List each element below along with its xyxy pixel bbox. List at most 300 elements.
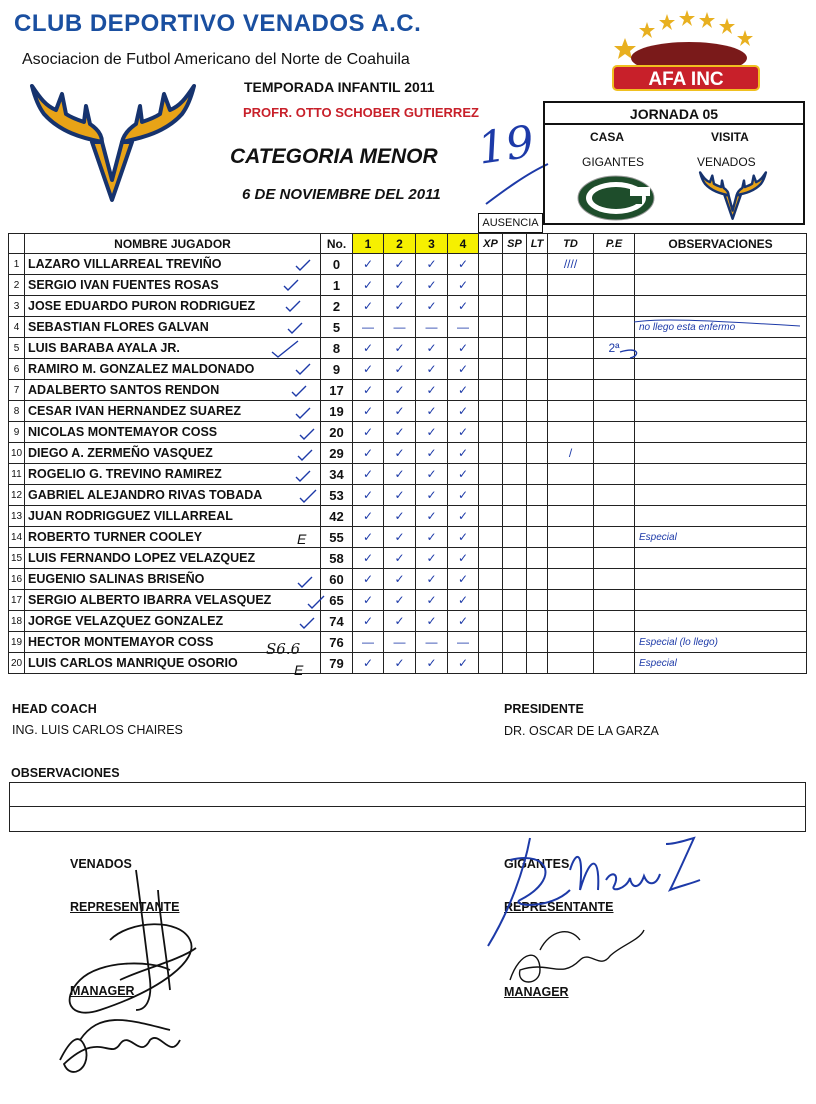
lt-cell bbox=[527, 506, 548, 527]
row-index: 10 bbox=[9, 443, 25, 464]
header-pe: P.E bbox=[594, 234, 635, 254]
table-row bbox=[9, 590, 807, 611]
lt-cell bbox=[527, 632, 548, 653]
sp-cell bbox=[503, 527, 527, 548]
quarter-2-mark: ✓ bbox=[384, 296, 416, 317]
observations-label: OBSERVACIONES bbox=[11, 766, 120, 780]
gigantes-logo bbox=[576, 174, 656, 222]
handwritten-stroke bbox=[482, 160, 552, 210]
header-q4: 4 bbox=[448, 234, 479, 254]
sp-cell bbox=[503, 380, 527, 401]
quarter-4-mark: ✓ bbox=[448, 527, 479, 548]
quarter-3-mark: ✓ bbox=[416, 338, 448, 359]
xp-cell bbox=[479, 632, 503, 653]
quarter-2-mark: ✓ bbox=[384, 443, 416, 464]
quarter-2-mark: ✓ bbox=[384, 506, 416, 527]
sp-cell bbox=[503, 548, 527, 569]
quarter-3-mark: ✓ bbox=[416, 653, 448, 674]
player-name: ADALBERTO SANTOS RENDON bbox=[25, 380, 321, 401]
xp-cell bbox=[479, 443, 503, 464]
lt-cell bbox=[527, 527, 548, 548]
table-row bbox=[9, 254, 807, 275]
jersey-number: 55 bbox=[321, 527, 353, 548]
club-name: CLUB DEPORTIVO VENADOS A.C. bbox=[14, 10, 422, 37]
sp-cell bbox=[503, 485, 527, 506]
sp-cell bbox=[503, 359, 527, 380]
row-index: 15 bbox=[9, 548, 25, 569]
observation-cell bbox=[635, 464, 807, 485]
absence-label: AUSENCIA bbox=[478, 213, 543, 233]
row-index: 20 bbox=[9, 653, 25, 674]
xp-cell bbox=[479, 275, 503, 296]
quarter-3-mark: ✓ bbox=[416, 548, 448, 569]
quarter-4-mark: ✓ bbox=[448, 506, 479, 527]
margin-note-row20: E bbox=[294, 662, 304, 678]
venados-small-logo bbox=[695, 170, 771, 226]
table-row bbox=[9, 527, 807, 548]
lt-cell bbox=[527, 569, 548, 590]
observation-cell: Especial bbox=[635, 653, 807, 674]
jersey-number: 74 bbox=[321, 611, 353, 632]
td-cell: / bbox=[548, 443, 594, 464]
president-label: PRESIDENTE bbox=[504, 702, 584, 716]
xp-cell bbox=[479, 254, 503, 275]
quarter-2-mark: — bbox=[384, 632, 416, 653]
table-row bbox=[9, 422, 807, 443]
table-row bbox=[9, 359, 807, 380]
table-row bbox=[9, 632, 807, 653]
quarter-3-mark: — bbox=[416, 317, 448, 338]
header-observations: OBSERVACIONES bbox=[635, 234, 807, 254]
row-index: 8 bbox=[9, 401, 25, 422]
pe-cell bbox=[594, 590, 635, 611]
header-q1: 1 bbox=[353, 234, 384, 254]
head-coach-label: HEAD COACH bbox=[12, 702, 97, 716]
afa-inc-logo bbox=[603, 8, 773, 92]
quarter-2-mark: ✓ bbox=[384, 548, 416, 569]
margin-note-row14: E bbox=[297, 531, 307, 547]
xp-cell bbox=[479, 422, 503, 443]
quarter-2-mark: ✓ bbox=[384, 611, 416, 632]
lt-cell bbox=[527, 653, 548, 674]
lt-cell bbox=[527, 254, 548, 275]
jersey-number: 34 bbox=[321, 464, 353, 485]
lt-cell bbox=[527, 422, 548, 443]
sp-cell bbox=[503, 569, 527, 590]
header-td: TD bbox=[548, 234, 594, 254]
td-cell bbox=[548, 527, 594, 548]
match-date: 6 DE NOVIEMBRE DEL 2011 bbox=[242, 186, 441, 203]
quarter-2-mark: — bbox=[384, 317, 416, 338]
td-cell bbox=[548, 380, 594, 401]
quarter-3-mark: ✓ bbox=[416, 527, 448, 548]
pe-cell bbox=[594, 653, 635, 674]
td-cell bbox=[548, 611, 594, 632]
quarter-1-mark: ✓ bbox=[353, 443, 384, 464]
observation-cell bbox=[635, 359, 807, 380]
quarter-4-mark: ✓ bbox=[448, 590, 479, 611]
jersey-number: 53 bbox=[321, 485, 353, 506]
quarter-4-mark: ✓ bbox=[448, 275, 479, 296]
roster-table bbox=[8, 233, 807, 674]
observation-cell: no llego esta enfermo bbox=[635, 317, 807, 338]
header-lt: LT bbox=[527, 234, 548, 254]
quarter-3-mark: — bbox=[416, 632, 448, 653]
player-name: HECTOR MONTEMAYOR COSS bbox=[25, 632, 321, 653]
pe-cell bbox=[594, 548, 635, 569]
quarter-1-mark: ✓ bbox=[353, 548, 384, 569]
lt-cell bbox=[527, 590, 548, 611]
venados-signatures bbox=[40, 860, 210, 1096]
player-name: ROBERTO TURNER COOLEY bbox=[25, 527, 321, 548]
pe-cell bbox=[594, 401, 635, 422]
pe-cell bbox=[594, 359, 635, 380]
player-name: RAMIRO M. GONZALEZ MALDONADO bbox=[25, 359, 321, 380]
table-row bbox=[9, 653, 807, 674]
lt-cell bbox=[527, 548, 548, 569]
quarter-2-mark: ✓ bbox=[384, 464, 416, 485]
quarter-3-mark: ✓ bbox=[416, 401, 448, 422]
quarter-1-mark: ✓ bbox=[353, 527, 384, 548]
jersey-number: 60 bbox=[321, 569, 353, 590]
quarter-3-mark: ✓ bbox=[416, 569, 448, 590]
observations-divider bbox=[9, 806, 806, 807]
xp-cell bbox=[479, 380, 503, 401]
quarter-2-mark: ✓ bbox=[384, 338, 416, 359]
jersey-number: 20 bbox=[321, 422, 353, 443]
player-name: DIEGO A. ZERMEÑO VASQUEZ bbox=[25, 443, 321, 464]
td-cell: //// bbox=[548, 254, 594, 275]
head-coach-name: ING. LUIS CARLOS CHAIRES bbox=[12, 723, 183, 737]
pe-cell bbox=[594, 422, 635, 443]
quarter-1-mark: ✓ bbox=[353, 506, 384, 527]
lt-cell bbox=[527, 380, 548, 401]
quarter-3-mark: ✓ bbox=[416, 443, 448, 464]
quarter-2-mark: ✓ bbox=[384, 569, 416, 590]
row-index: 16 bbox=[9, 569, 25, 590]
quarter-4-mark: ✓ bbox=[448, 254, 479, 275]
observation-cell bbox=[635, 296, 807, 317]
quarter-2-mark: ✓ bbox=[384, 380, 416, 401]
quarter-2-mark: ✓ bbox=[384, 422, 416, 443]
sp-cell bbox=[503, 632, 527, 653]
row-index: 1 bbox=[9, 254, 25, 275]
sp-cell bbox=[503, 422, 527, 443]
lt-cell bbox=[527, 611, 548, 632]
quarter-1-mark: ✓ bbox=[353, 611, 384, 632]
quarter-3-mark: ✓ bbox=[416, 359, 448, 380]
xp-cell bbox=[479, 401, 503, 422]
association-name: Asociacion de Futbol Americano del Norte de Coahuila bbox=[22, 51, 410, 68]
row-index: 3 bbox=[9, 296, 25, 317]
table-row bbox=[9, 611, 807, 632]
jersey-number: 8 bbox=[321, 338, 353, 359]
td-cell bbox=[548, 464, 594, 485]
td-cell bbox=[548, 485, 594, 506]
observation-cell: Especial bbox=[635, 527, 807, 548]
right-team-label: GIGANTES bbox=[504, 857, 570, 871]
row-index: 12 bbox=[9, 485, 25, 506]
player-name: JUAN RODRIGGUEZ VILLARREAL bbox=[25, 506, 321, 527]
jersey-number: 17 bbox=[321, 380, 353, 401]
xp-cell bbox=[479, 296, 503, 317]
quarter-4-mark: ✓ bbox=[448, 443, 479, 464]
jersey-number: 65 bbox=[321, 590, 353, 611]
quarter-1-mark: — bbox=[353, 317, 384, 338]
xp-cell bbox=[479, 527, 503, 548]
td-cell bbox=[548, 275, 594, 296]
gigantes-signatures bbox=[480, 830, 720, 1000]
jersey-number: 2 bbox=[321, 296, 353, 317]
lt-cell bbox=[527, 464, 548, 485]
quarter-3-mark: ✓ bbox=[416, 380, 448, 401]
quarter-4-mark: ✓ bbox=[448, 422, 479, 443]
xp-cell bbox=[479, 590, 503, 611]
header-q2: 2 bbox=[384, 234, 416, 254]
table-row bbox=[9, 380, 807, 401]
table-row bbox=[9, 401, 807, 422]
td-cell bbox=[548, 317, 594, 338]
quarter-1-mark: ✓ bbox=[353, 422, 384, 443]
player-name: LUIS CARLOS MANRIQUE OSORIO bbox=[25, 653, 321, 674]
lt-cell bbox=[527, 443, 548, 464]
jersey-number: 0 bbox=[321, 254, 353, 275]
pe-cell bbox=[594, 569, 635, 590]
table-row bbox=[9, 506, 807, 527]
quarter-3-mark: ✓ bbox=[416, 464, 448, 485]
player-name: GABRIEL ALEJANDRO RIVAS TOBADA bbox=[25, 485, 321, 506]
quarter-3-mark: ✓ bbox=[416, 296, 448, 317]
quarter-1-mark: ✓ bbox=[353, 275, 384, 296]
quarter-4-mark: ✓ bbox=[448, 296, 479, 317]
lt-cell bbox=[527, 275, 548, 296]
row-index: 14 bbox=[9, 527, 25, 548]
jersey-number: 58 bbox=[321, 548, 353, 569]
pe-cell bbox=[594, 443, 635, 464]
xp-cell bbox=[479, 653, 503, 674]
table-row bbox=[9, 317, 807, 338]
right-representative-label: REPRESENTANTE bbox=[504, 900, 614, 914]
sp-cell bbox=[503, 317, 527, 338]
player-name: JOSE EDUARDO PURON RODRIGUEZ bbox=[25, 296, 321, 317]
left-manager-label: MANAGER bbox=[70, 984, 135, 998]
quarter-1-mark: ✓ bbox=[353, 464, 384, 485]
category-title: CATEGORIA MENOR bbox=[230, 145, 438, 168]
table-header-row bbox=[9, 234, 807, 254]
sp-cell bbox=[503, 464, 527, 485]
sp-cell bbox=[503, 611, 527, 632]
home-team: GIGANTES bbox=[582, 155, 645, 169]
table-row bbox=[9, 443, 807, 464]
xp-cell bbox=[479, 359, 503, 380]
table-row bbox=[9, 485, 807, 506]
sp-cell bbox=[503, 296, 527, 317]
coach-title: PROFR. OTTO SCHOBER GUTIERREZ bbox=[243, 105, 479, 120]
player-name: JORGE VELAZQUEZ GONZALEZ bbox=[25, 611, 321, 632]
jersey-number: 9 bbox=[321, 359, 353, 380]
observations-box[interactable] bbox=[9, 782, 806, 832]
observation-cell bbox=[635, 569, 807, 590]
xp-cell bbox=[479, 485, 503, 506]
xp-cell bbox=[479, 464, 503, 485]
td-cell bbox=[548, 632, 594, 653]
sp-cell bbox=[503, 254, 527, 275]
away-team: VENADOS bbox=[697, 155, 756, 169]
jersey-number: 1 bbox=[321, 275, 353, 296]
quarter-1-mark: ✓ bbox=[353, 296, 384, 317]
jersey-number: 19 bbox=[321, 401, 353, 422]
left-representative-label: REPRESENTANTE bbox=[70, 900, 180, 914]
quarter-1-mark: ✓ bbox=[353, 590, 384, 611]
quarter-4-mark: ✓ bbox=[448, 338, 479, 359]
row-index: 17 bbox=[9, 590, 25, 611]
player-name: EUGENIO SALINAS BRISEÑO bbox=[25, 569, 321, 590]
quarter-4-mark: ✓ bbox=[448, 569, 479, 590]
quarter-4-mark: ✓ bbox=[448, 464, 479, 485]
quarter-3-mark: ✓ bbox=[416, 506, 448, 527]
quarter-1-mark: ✓ bbox=[353, 359, 384, 380]
pe-cell bbox=[594, 464, 635, 485]
quarter-4-mark: ✓ bbox=[448, 380, 479, 401]
quarter-3-mark: ✓ bbox=[416, 275, 448, 296]
sp-cell bbox=[503, 275, 527, 296]
sp-cell bbox=[503, 401, 527, 422]
row-index: 5 bbox=[9, 338, 25, 359]
afa-logo-text: AFA INC bbox=[648, 69, 724, 90]
jersey-number: 5 bbox=[321, 317, 353, 338]
header-xp: XP bbox=[479, 234, 503, 254]
row-index: 13 bbox=[9, 506, 25, 527]
observation-cell bbox=[635, 422, 807, 443]
table-row bbox=[9, 275, 807, 296]
home-label: CASA bbox=[590, 130, 625, 144]
quarter-4-mark: ✓ bbox=[448, 611, 479, 632]
lt-cell bbox=[527, 401, 548, 422]
row-index: 9 bbox=[9, 422, 25, 443]
observation-cell bbox=[635, 548, 807, 569]
td-cell bbox=[548, 359, 594, 380]
pe-cell bbox=[594, 317, 635, 338]
quarter-4-mark: ✓ bbox=[448, 401, 479, 422]
sp-cell bbox=[503, 443, 527, 464]
td-cell bbox=[548, 338, 594, 359]
observation-cell bbox=[635, 485, 807, 506]
observation-cell bbox=[635, 254, 807, 275]
table-row bbox=[9, 569, 807, 590]
observation-cell bbox=[635, 590, 807, 611]
lt-cell bbox=[527, 359, 548, 380]
quarter-4-mark: ✓ bbox=[448, 653, 479, 674]
observation-cell bbox=[635, 443, 807, 464]
quarter-3-mark: ✓ bbox=[416, 422, 448, 443]
quarter-4-mark: ✓ bbox=[448, 359, 479, 380]
xp-cell bbox=[479, 569, 503, 590]
player-name: LUIS FERNANDO LOPEZ VELAZQUEZ bbox=[25, 548, 321, 569]
president-name: DR. OSCAR DE LA GARZA bbox=[504, 724, 659, 738]
player-name: LAZARO VILLARREAL TREVIÑO bbox=[25, 254, 321, 275]
player-name: LUIS BARABA AYALA JR. bbox=[25, 338, 321, 359]
quarter-2-mark: ✓ bbox=[384, 254, 416, 275]
observation-cell bbox=[635, 338, 807, 359]
pe-cell bbox=[594, 485, 635, 506]
observation-cell bbox=[635, 611, 807, 632]
margin-note-row19: S6.6 bbox=[266, 640, 301, 658]
header-sp: SP bbox=[503, 234, 527, 254]
td-cell bbox=[548, 653, 594, 674]
xp-cell bbox=[479, 317, 503, 338]
jersey-number: 76 bbox=[321, 632, 353, 653]
quarter-1-mark: ✓ bbox=[353, 338, 384, 359]
player-name: SERGIO IVAN FUENTES ROSAS bbox=[25, 275, 321, 296]
quarter-2-mark: ✓ bbox=[384, 359, 416, 380]
quarter-2-mark: ✓ bbox=[384, 653, 416, 674]
td-cell bbox=[548, 401, 594, 422]
jersey-number: 79 bbox=[321, 653, 353, 674]
observation-cell bbox=[635, 380, 807, 401]
quarter-2-mark: ✓ bbox=[384, 275, 416, 296]
quarter-4-mark: ✓ bbox=[448, 548, 479, 569]
player-name: CESAR IVAN HERNANDEZ SUAREZ bbox=[25, 401, 321, 422]
away-label: VISITA bbox=[711, 130, 749, 144]
header-q3: 3 bbox=[416, 234, 448, 254]
pe-cell bbox=[594, 254, 635, 275]
observation-cell bbox=[635, 275, 807, 296]
quarter-3-mark: ✓ bbox=[416, 611, 448, 632]
jornada-title: JORNADA 05 bbox=[545, 103, 803, 125]
quarter-3-mark: ✓ bbox=[416, 590, 448, 611]
quarter-2-mark: ✓ bbox=[384, 401, 416, 422]
quarter-1-mark: ✓ bbox=[353, 653, 384, 674]
header-name: NOMBRE JUGADOR bbox=[25, 234, 321, 254]
lt-cell bbox=[527, 296, 548, 317]
xp-cell bbox=[479, 548, 503, 569]
observation-cell bbox=[635, 506, 807, 527]
row-index: 7 bbox=[9, 380, 25, 401]
quarter-4-mark: — bbox=[448, 317, 479, 338]
quarter-2-mark: ✓ bbox=[384, 590, 416, 611]
td-cell bbox=[548, 422, 594, 443]
row-index: 11 bbox=[9, 464, 25, 485]
pe-cell bbox=[594, 632, 635, 653]
right-manager-label: MANAGER bbox=[504, 985, 569, 999]
table-row bbox=[9, 464, 807, 485]
row-index: 19 bbox=[9, 632, 25, 653]
td-cell bbox=[548, 590, 594, 611]
lt-cell bbox=[527, 317, 548, 338]
sp-cell bbox=[503, 590, 527, 611]
quarter-1-mark: ✓ bbox=[353, 569, 384, 590]
pe-cell bbox=[594, 380, 635, 401]
player-name: ROGELIO G. TREVINO RAMIREZ bbox=[25, 464, 321, 485]
quarter-3-mark: ✓ bbox=[416, 254, 448, 275]
row-index: 2 bbox=[9, 275, 25, 296]
xp-cell bbox=[479, 506, 503, 527]
jersey-number: 29 bbox=[321, 443, 353, 464]
xp-cell bbox=[479, 611, 503, 632]
quarter-4-mark: ✓ bbox=[448, 485, 479, 506]
pe-cell bbox=[594, 275, 635, 296]
lt-cell bbox=[527, 338, 548, 359]
row-index: 18 bbox=[9, 611, 25, 632]
quarter-1-mark: ✓ bbox=[353, 380, 384, 401]
row-index: 4 bbox=[9, 317, 25, 338]
player-name: SEBASTIAN FLORES GALVAN bbox=[25, 317, 321, 338]
pe-cell: 2ª bbox=[594, 338, 635, 359]
season-title: TEMPORADA INFANTIL 2011 bbox=[244, 79, 435, 95]
quarter-1-mark: ✓ bbox=[353, 485, 384, 506]
handwritten-score: 19 bbox=[474, 116, 538, 175]
quarter-2-mark: ✓ bbox=[384, 527, 416, 548]
